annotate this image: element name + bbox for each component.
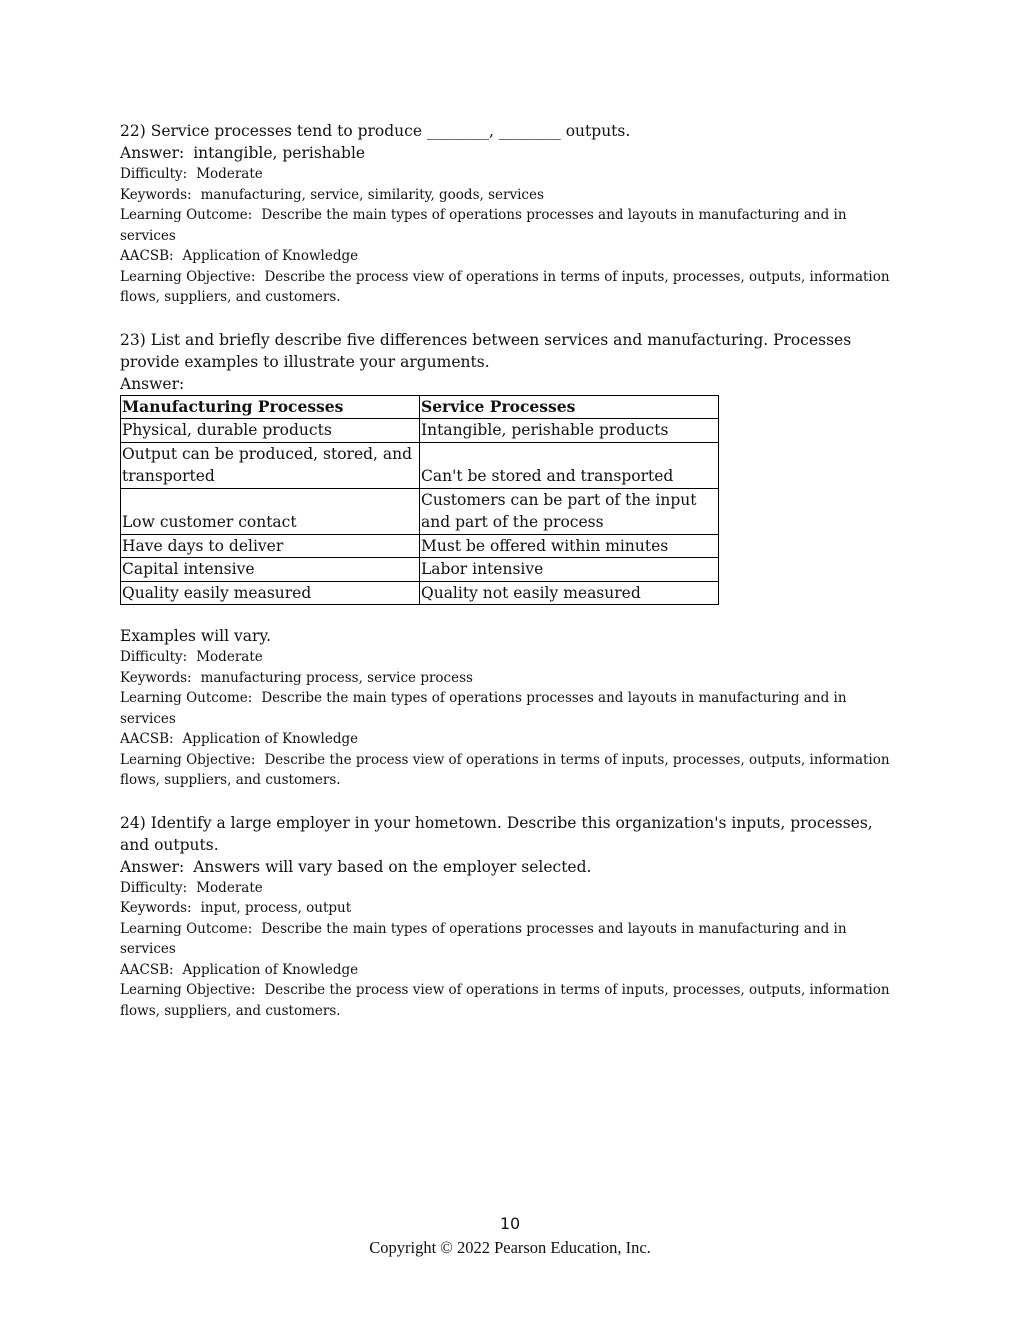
page-content [120, 120, 900, 1042]
table-cell: Quality easily measured [121, 581, 420, 605]
difficulty-value: Moderate [196, 879, 263, 896]
aacsb-label: AACSB: [120, 961, 174, 978]
keywords-label: Keywords: [120, 669, 192, 686]
answer-value: intangible, perishable [193, 144, 366, 162]
learning-outcome-label: Learning Outcome: [120, 690, 253, 706]
difficulty-label: Difficulty: [120, 166, 188, 182]
table-row [121, 442, 719, 488]
learning-objective-value: Describe the process view of operations in terms of inputs, processes, outputs, information flows, suppliers, and customers. [120, 751, 890, 788]
keywords-line [120, 185, 900, 206]
learning-outcome-line [120, 688, 900, 729]
learning-outcome-line [120, 919, 900, 960]
keywords-line [120, 898, 900, 919]
table-row [121, 581, 719, 605]
answer-label: Answer: [120, 144, 185, 162]
table-row [121, 419, 719, 443]
difficulty-value: Moderate [196, 166, 263, 182]
aacsb-value: Application of Knowledge [182, 961, 359, 978]
table-cell: Must be offered within minutes [420, 534, 719, 558]
difficulty-line [120, 164, 900, 185]
learning-outcome-value: Describe the main types of operations processes and layouts in manufacturing and in services [120, 920, 847, 957]
table-row [121, 534, 719, 558]
difficulty-line [120, 647, 900, 668]
difficulty-label: Difficulty: [120, 649, 188, 665]
copyright-notice: Copyright © 2022 Pearson Education, Inc. [369, 1238, 651, 1257]
question-text: 22) Service processes tend to produce ________, ________ outputs. [120, 122, 631, 140]
page-number: 10 [499, 1214, 521, 1233]
learning-objective-line [120, 267, 900, 308]
keywords-label: Keywords: [120, 186, 192, 203]
question-text: 23) List and briefly describe five differences between services and manufacturing. Processes provide examples to illustrate your arguments. [120, 330, 852, 371]
table-header-service: Service Processes [420, 395, 719, 419]
table-row [121, 558, 719, 582]
aacsb-label: AACSB: [120, 248, 174, 264]
table-cell: Capital intensive [121, 558, 420, 582]
table-cell: Quality not easily measured [420, 581, 719, 605]
learning-outcome-value: Describe the main types of operations processes and layouts in manufacturing and in services [120, 207, 847, 244]
learning-objective-label: Learning Objective: [120, 982, 256, 998]
question-22 [120, 120, 900, 308]
keywords-value: manufacturing, service, similarity, goods, services [200, 186, 544, 203]
table-header-manufacturing: Manufacturing Processes [121, 395, 420, 419]
difficulty-line [120, 878, 900, 899]
examples-note: Examples will vary. [120, 627, 272, 645]
table-row [121, 488, 719, 534]
learning-objective-line [120, 750, 900, 791]
answer-line [120, 142, 900, 164]
difficulty-label: Difficulty: [120, 879, 188, 896]
keywords-value: input, process, output [200, 900, 352, 916]
learning-objective-value: Describe the process view of operations in terms of inputs, processes, outputs, information flows, suppliers, and customers. [120, 268, 890, 305]
answer-label: Answer: [120, 857, 185, 876]
answer-value: Answers will vary based on the employer selected. [193, 857, 592, 876]
table-cell: Labor intensive [420, 558, 719, 582]
table-cell: Can't be stored and transported [420, 442, 719, 488]
aacsb-line [120, 960, 900, 981]
keywords-value: manufacturing process, service process [200, 669, 473, 686]
aacsb-value: Application of Knowledge [182, 248, 359, 264]
keywords-line [120, 668, 900, 689]
table-cell: Low customer contact [121, 488, 420, 534]
aacsb-line [120, 729, 900, 750]
question-text: 24) Identify a large employer in your hometown. Describe this organization's inputs, processes, and outputs. [120, 813, 873, 854]
difficulty-value: Moderate [196, 649, 263, 665]
answer-line [120, 856, 900, 878]
learning-outcome-line [120, 205, 900, 246]
answer-label: Answer: [120, 374, 185, 393]
question-23 [120, 329, 900, 791]
keywords-label: Keywords: [120, 900, 192, 916]
learning-outcome-value: Describe the main types of operations processes and layouts in manufacturing and in services [120, 690, 847, 727]
learning-outcome-label: Learning Outcome: [120, 920, 253, 937]
table-header-row [121, 395, 719, 419]
table-cell: Physical, durable products [121, 419, 420, 443]
aacsb-value: Application of Knowledge [182, 731, 359, 747]
table-cell: Output can be produced, stored, and transported [121, 442, 420, 488]
learning-objective-label: Learning Objective: [120, 751, 256, 768]
learning-objective-label: Learning Objective: [120, 268, 256, 285]
learning-outcome-label: Learning Outcome: [120, 207, 253, 223]
comparison-table [120, 395, 719, 606]
aacsb-label: AACSB: [120, 731, 174, 747]
learning-objective-line [120, 980, 900, 1021]
table-cell: Have days to deliver [121, 534, 420, 558]
aacsb-line [120, 246, 900, 267]
learning-objective-value: Describe the process view of operations in terms of inputs, processes, outputs, information flows, suppliers, and customers. [120, 982, 890, 1019]
question-24 [120, 812, 900, 1022]
table-cell: Customers can be part of the input and part of the process [420, 488, 719, 534]
table-cell: Intangible, perishable products [420, 419, 719, 443]
